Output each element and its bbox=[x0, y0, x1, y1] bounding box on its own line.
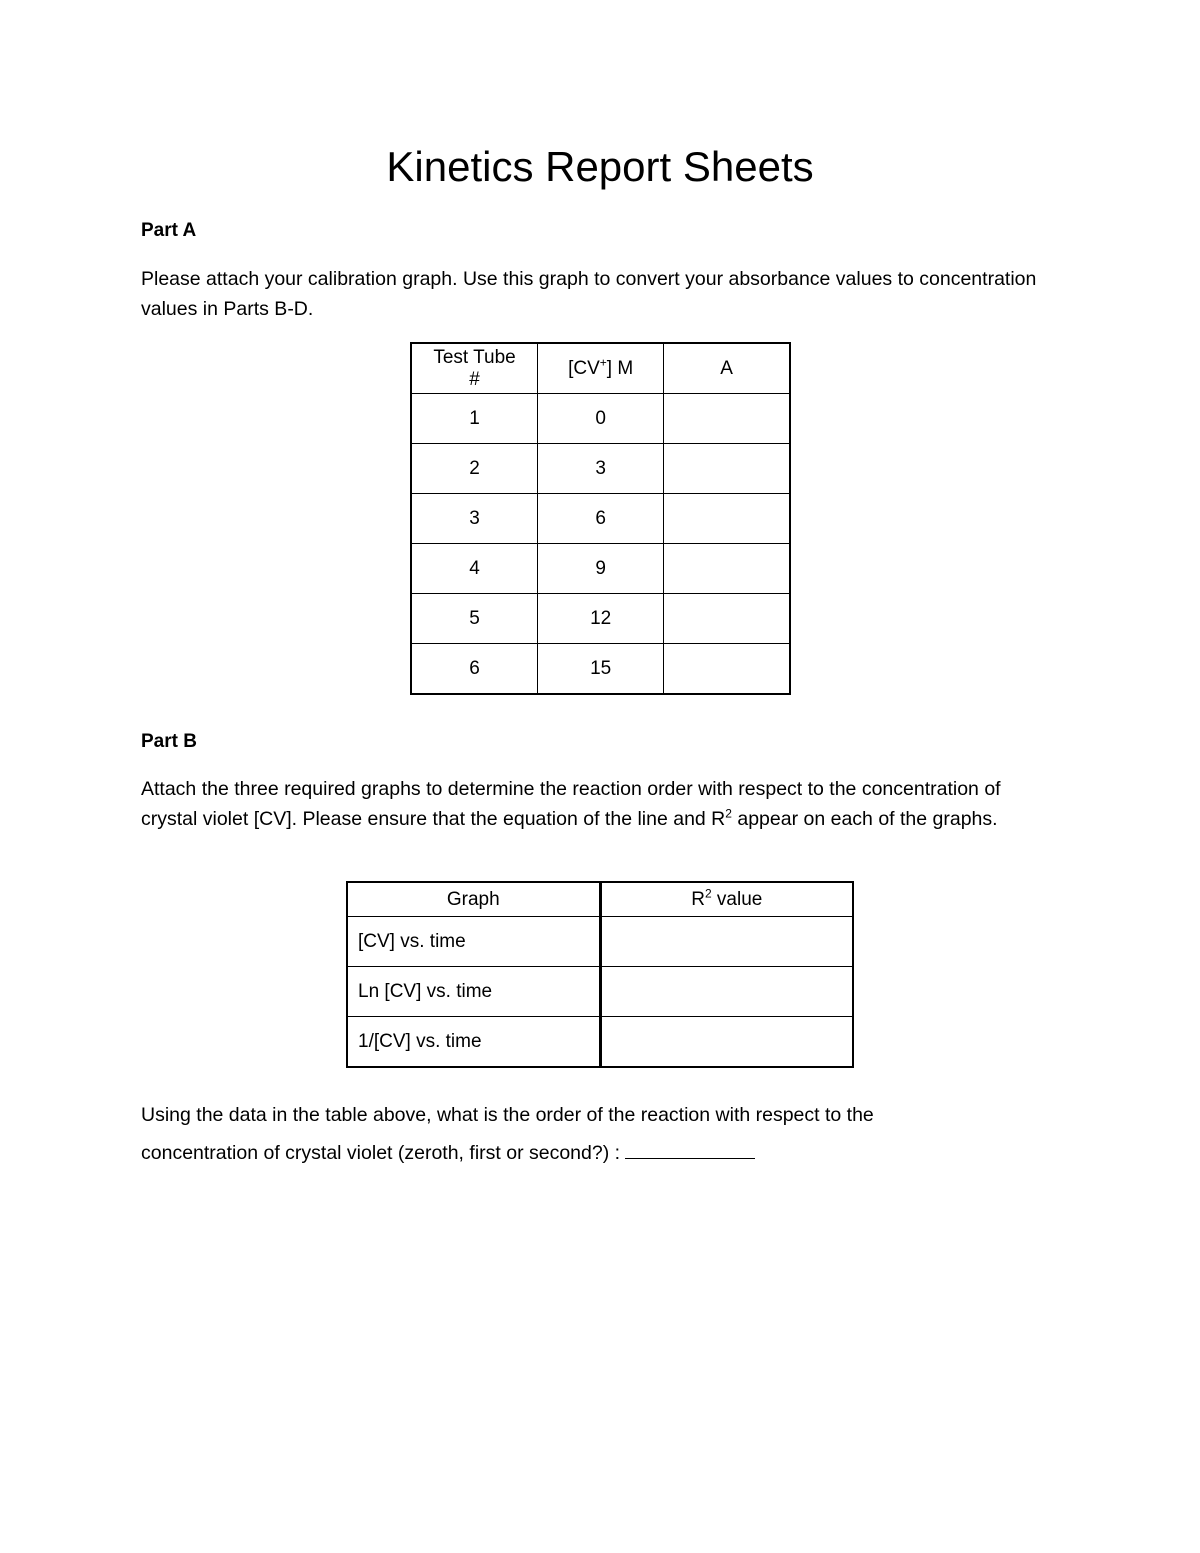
table-row bbox=[411, 494, 790, 544]
question-line1: Using the data in the table above, what is the order of the reaction with respect to the bbox=[141, 1104, 874, 1126]
header-conc-sup: + bbox=[599, 355, 607, 370]
part-b-heading: Part B bbox=[141, 731, 197, 752]
part-b-instructions bbox=[141, 775, 1041, 834]
absorbance-cell[interactable] bbox=[664, 494, 790, 544]
r2-value-cell[interactable] bbox=[600, 917, 853, 967]
absorbance-cell[interactable] bbox=[664, 394, 790, 444]
calibration-table bbox=[410, 342, 791, 695]
part-b-text-sup: 2 bbox=[725, 806, 732, 820]
tube-number: 5 bbox=[411, 594, 538, 644]
absorbance-cell[interactable] bbox=[664, 444, 790, 494]
table-row bbox=[411, 594, 790, 644]
table-row bbox=[411, 644, 790, 695]
tube-number: 1 bbox=[411, 394, 538, 444]
tube-number: 3 bbox=[411, 494, 538, 544]
absorbance-cell[interactable] bbox=[664, 644, 790, 695]
graph-name: Ln [CV] vs. time bbox=[347, 967, 600, 1017]
concentration-value: 12 bbox=[538, 594, 664, 644]
table-row bbox=[411, 394, 790, 444]
header-graph: Graph bbox=[347, 882, 600, 917]
concentration-value: 9 bbox=[538, 544, 664, 594]
graph-table-header-row bbox=[347, 882, 853, 917]
table-row bbox=[347, 917, 853, 967]
table-row bbox=[347, 967, 853, 1017]
tube-number: 2 bbox=[411, 444, 538, 494]
part-a-instructions: Please attach your calibration graph. Use this graph to convert your absorbance values to concentration values in Parts B-D. bbox=[141, 268, 1037, 320]
absorbance-cell[interactable] bbox=[664, 594, 790, 644]
header-absorbance: A bbox=[664, 343, 790, 394]
page-title: Kinetics Report Sheets bbox=[386, 143, 814, 190]
part-a-heading: Part A bbox=[141, 220, 197, 241]
question-line2: concentration of crystal violet (zeroth, first or second?) : bbox=[141, 1142, 626, 1164]
tube-number: 4 bbox=[411, 544, 538, 594]
header-r-sup: 2 bbox=[704, 886, 712, 901]
header-test-tube-line1: Test Tube bbox=[433, 346, 516, 368]
concentration-value: 0 bbox=[538, 394, 664, 444]
calibration-header-row bbox=[411, 343, 790, 394]
concentration-value: 6 bbox=[538, 494, 664, 544]
part-b-text-before: Attach the three required graphs to determine the reaction order with respect to the concentration of crystal violet [CV]. Please ensure that the equation of the line and R bbox=[141, 778, 1001, 830]
answer-blank[interactable] bbox=[625, 1138, 755, 1159]
header-conc-prefix: [CV bbox=[568, 357, 600, 379]
header-concentration bbox=[538, 343, 664, 394]
header-conc-suffix: ] M bbox=[606, 357, 634, 379]
table-row bbox=[347, 1017, 853, 1068]
header-r-suffix: value bbox=[711, 888, 763, 910]
reaction-order-question bbox=[141, 1096, 1061, 1172]
header-r2-value bbox=[600, 882, 853, 917]
graph-name: 1/[CV] vs. time bbox=[347, 1017, 600, 1068]
table-row bbox=[411, 444, 790, 494]
header-test-tube bbox=[411, 343, 538, 394]
r2-value-cell[interactable] bbox=[600, 967, 853, 1017]
concentration-value: 15 bbox=[538, 644, 664, 695]
absorbance-cell[interactable] bbox=[664, 544, 790, 594]
header-test-tube-line2: # bbox=[469, 368, 480, 390]
r2-value-cell[interactable] bbox=[600, 1017, 853, 1068]
graph-name: [CV] vs. time bbox=[347, 917, 600, 967]
graph-r2-table bbox=[346, 881, 854, 1068]
concentration-value: 3 bbox=[538, 444, 664, 494]
tube-number: 6 bbox=[411, 644, 538, 695]
table-row bbox=[411, 544, 790, 594]
header-r-prefix: R bbox=[691, 888, 705, 910]
part-b-text-after: appear on each of the graphs. bbox=[731, 807, 998, 830]
